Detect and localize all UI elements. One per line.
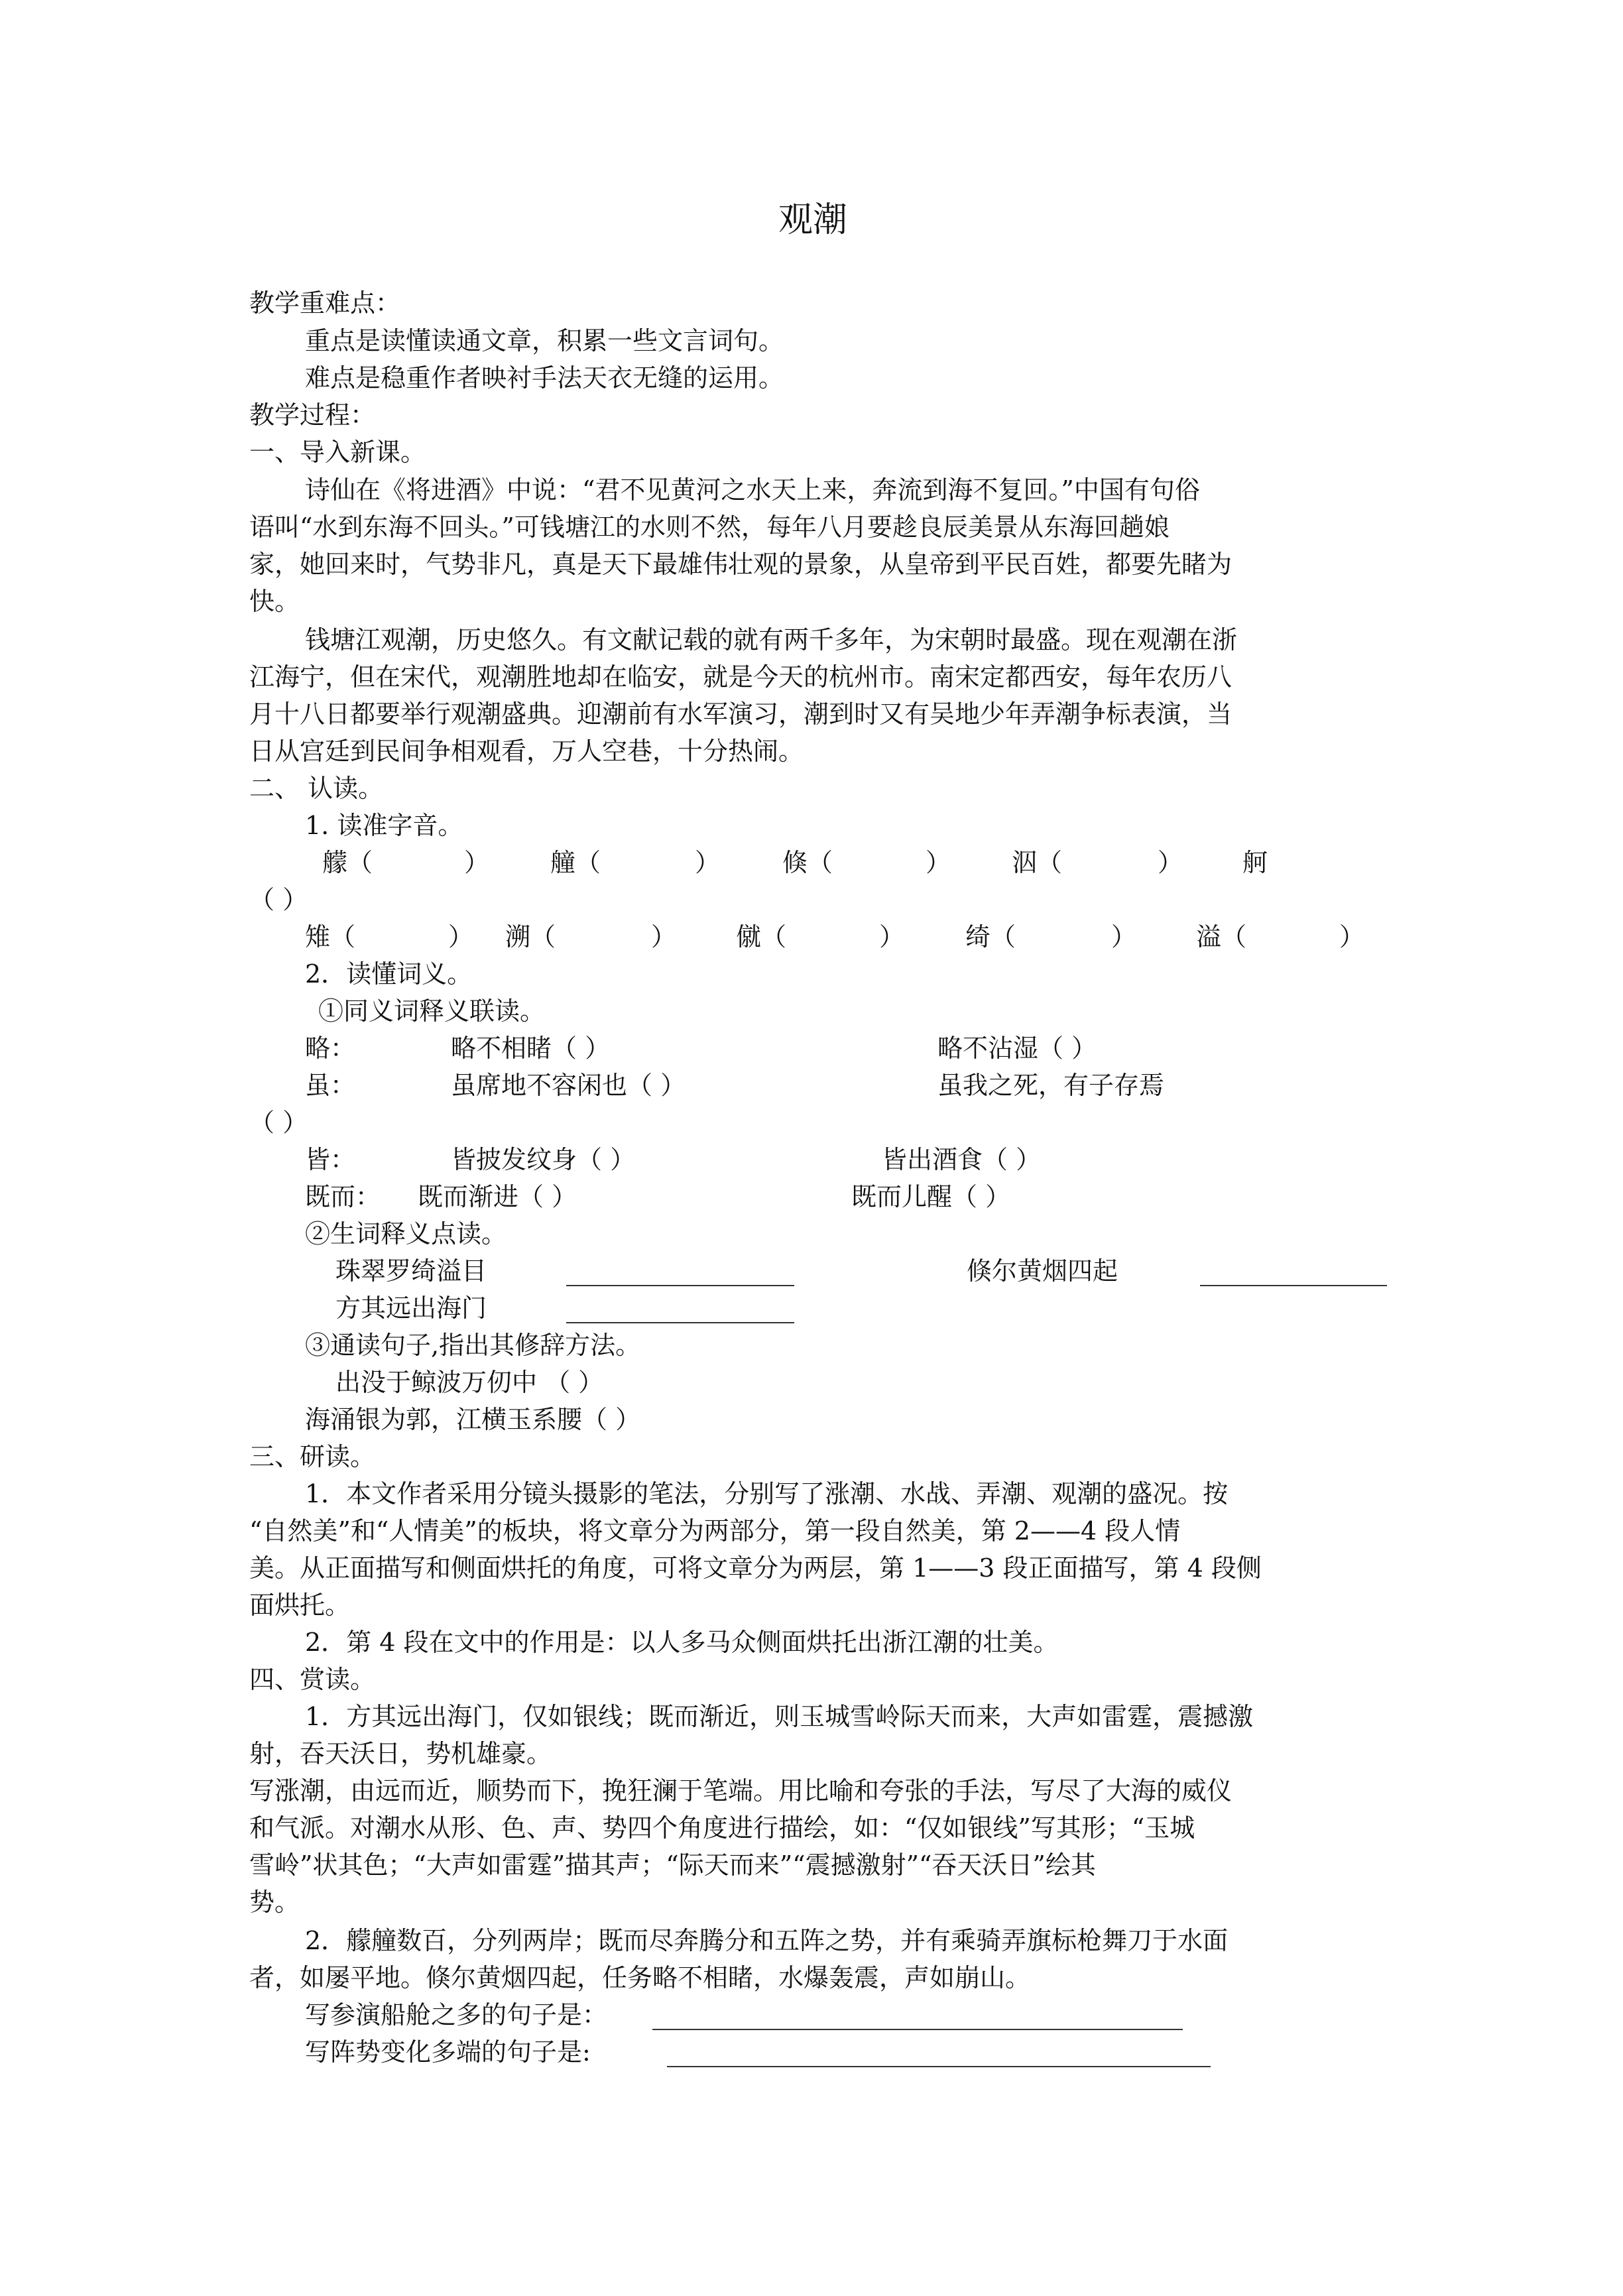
section-heading: 教学重难点： <box>249 288 401 318</box>
section-heading: 教学过程： <box>249 400 376 430</box>
vocab-item: 珠翠罗绮溢目 <box>335 1256 487 1286</box>
paragraph-line: 1．本文作者采用分镜头摄影的笔法，分别写了涨潮、水战、弄潮、观潮的盛况。按 <box>305 1479 1229 1508</box>
vocab-item: 倏尔黄烟四起 <box>967 1256 1118 1286</box>
pronunciation-close: ） <box>651 922 677 951</box>
paragraph-line: 1．方其远出海门，仅如银线；既而渐近，则玉城雪岭际天而来，大声如雷霆，震撼激 <box>305 1702 1254 1731</box>
answer-blank[interactable] <box>667 2066 1211 2067</box>
section-heading: 二、 认读。 <box>249 774 384 803</box>
synonym-item: 皆披发纹身（ ） <box>451 1145 636 1174</box>
rhetoric-item: 出没于鲸波万仞中 （ ） <box>335 1368 604 1397</box>
paragraph-line: 面烘托。 <box>249 1591 351 1620</box>
paragraph-line: 写涨潮，由远而近，顺势而下，挽狂澜于笔端。用比喻和夸张的手法，写尽了大海的威仪 <box>249 1776 1232 1805</box>
paragraph-line: 语叫“水到东海不回头。”可钱塘江的水则不然，每年八月要趁良辰美景从东海回趟娘 <box>249 513 1170 542</box>
synonym-item: 略不相睹（ ） <box>451 1034 611 1063</box>
pronunciation-close: ） <box>926 848 951 877</box>
answer-blank[interactable] <box>652 2029 1183 2030</box>
pronunciation-close: ） <box>1339 922 1365 951</box>
paragraph-line: 势。 <box>249 1888 300 1917</box>
rhetoric-item: 海涌银为郭，江横玉系腰（ ） <box>305 1405 641 1434</box>
paragraph-line: 快。 <box>249 587 300 616</box>
pronunciation-wrap: （ ） <box>249 885 308 914</box>
answer-blank[interactable] <box>1200 1285 1387 1286</box>
section-heading: 一、导入新课。 <box>249 438 426 467</box>
paragraph-line: 雪岭”状其色；“大声如雷霆”描其声；“际天而来”“震撼激射”“吞天沃日”绘其 <box>249 1850 1096 1880</box>
paragraph-line: 重点是读懂读通文章，积累一些文言词句。 <box>305 326 784 355</box>
paragraph-line: 射，吞天沃日，势机雄豪。 <box>249 1739 552 1768</box>
synonym-label: 虽： <box>305 1071 356 1100</box>
subsection-heading: ①同义词释义联读。 <box>318 997 546 1026</box>
synonym-wrap: （ ） <box>249 1108 308 1137</box>
subsection-heading: 1. 读准字音。 <box>305 811 463 840</box>
pronunciation-item: 倏（ <box>782 848 833 877</box>
pronunciation-close: ） <box>1111 922 1137 951</box>
synonym-label: 略： <box>305 1034 356 1063</box>
paragraph-line: 诗仙在《将进酒》中说：“君不见黄河之水天上来，奔流到海不复回。”中国有句俗 <box>305 475 1200 505</box>
page-title: 观潮 <box>778 200 848 240</box>
answer-blank[interactable] <box>566 1322 794 1323</box>
subsection-heading: ③通读句子,指出其修辞方法。 <box>305 1331 641 1360</box>
paragraph-line: 2．第 4 段在文中的作用是：以人多马众侧面烘托出浙江潮的壮美。 <box>305 1628 1059 1657</box>
paragraph-line: 和气派。对潮水从形、色、声、势四个角度进行描绘，如：“仅如银线”写其形；“玉城 <box>249 1813 1195 1843</box>
synonym-label: 皆： <box>305 1145 356 1174</box>
pronunciation-item: 舸 <box>1242 848 1268 877</box>
paragraph-line: 美。从正面描写和侧面烘托的角度，可将文章分为两层，第 1——3 段正面描写，第 4 段侧 <box>249 1553 1262 1583</box>
synonym-item: 略不沾湿（ ） <box>937 1034 1097 1063</box>
pronunciation-close: ） <box>464 848 490 877</box>
synonym-item: 皆出酒食（ ） <box>882 1145 1042 1174</box>
pronunciation-item: 艨（ <box>322 848 373 877</box>
pronunciation-item: 溯（ <box>505 922 556 951</box>
paragraph-line: 月十八日都要举行观潮盛典。迎潮前有水军演习，潮到时又有吴地少年弄潮争标表演，当 <box>249 699 1232 729</box>
pronunciation-item: 绮（ <box>965 922 1016 951</box>
paragraph-line: 2．艨艟数百，分列两岸；既而尽奔腾分和五阵之势，并有乘骑弄旗标枪舞刀于水面 <box>305 1926 1229 1955</box>
pronunciation-item: 溢（ <box>1196 922 1247 951</box>
pronunciation-item: 艟（ <box>550 848 601 877</box>
paragraph-line: 家，她回来时，气势非凡，真是天下最雄伟壮观的景象，从皇帝到平民百姓，都要先睹为 <box>249 550 1232 579</box>
pronunciation-item: 雉（ <box>305 922 356 951</box>
paragraph-line: 钱塘江观潮，历史悠久。有文献记载的就有两千多年，为宋朝时最盛。现在观潮在浙 <box>305 625 1238 654</box>
question-line: 写阵势变化多端的句子是: <box>305 2037 591 2067</box>
pronunciation-item: 泅（ <box>1012 848 1063 877</box>
question-line: 写参演船舱之多的句子是： <box>305 2000 608 2029</box>
paragraph-line: “自然美”和“人情美”的板块，将文章分为两部分，第一段自然美，第 2——4 段人情 <box>249 1516 1181 1545</box>
pronunciation-close: ） <box>1158 848 1183 877</box>
subsection-heading: 2．读懂词义。 <box>305 959 473 989</box>
pronunciation-close: ） <box>695 848 721 877</box>
synonym-item: 既而儿醒（ ） <box>851 1182 1011 1211</box>
section-heading: 四、赏读。 <box>249 1665 376 1694</box>
paragraph-line: 江海宁，但在宋代，观潮胜地却在临安，就是今天的杭州市。南宋定都西安，每年农历八 <box>249 662 1232 692</box>
synonym-item: 既而渐进（ ） <box>418 1182 577 1211</box>
vocab-item: 方其远出海门 <box>335 1294 487 1323</box>
synonym-item: 虽席地不容闲也（ ） <box>451 1071 686 1100</box>
paragraph-line: 者，如屡平地。倏尔黄烟四起，任务略不相睹，水爆轰震，声如崩山。 <box>249 1963 1031 1992</box>
synonym-label: 既而： <box>305 1182 381 1211</box>
subsection-heading: ②生词释义点读。 <box>305 1219 507 1248</box>
paragraph-line: 日从宫廷到民间争相观看，万人空巷，十分热闹。 <box>249 737 804 766</box>
pronunciation-item: 僦（ <box>736 922 787 951</box>
answer-blank[interactable] <box>566 1285 794 1286</box>
synonym-item: 虽我之死，有子存焉 <box>937 1071 1165 1100</box>
pronunciation-close: ） <box>448 922 474 951</box>
pronunciation-close: ） <box>879 922 905 951</box>
section-heading: 三、研读。 <box>249 1442 376 1471</box>
paragraph-line: 难点是稳重作者映衬手法天衣无缝的运用。 <box>305 363 784 393</box>
